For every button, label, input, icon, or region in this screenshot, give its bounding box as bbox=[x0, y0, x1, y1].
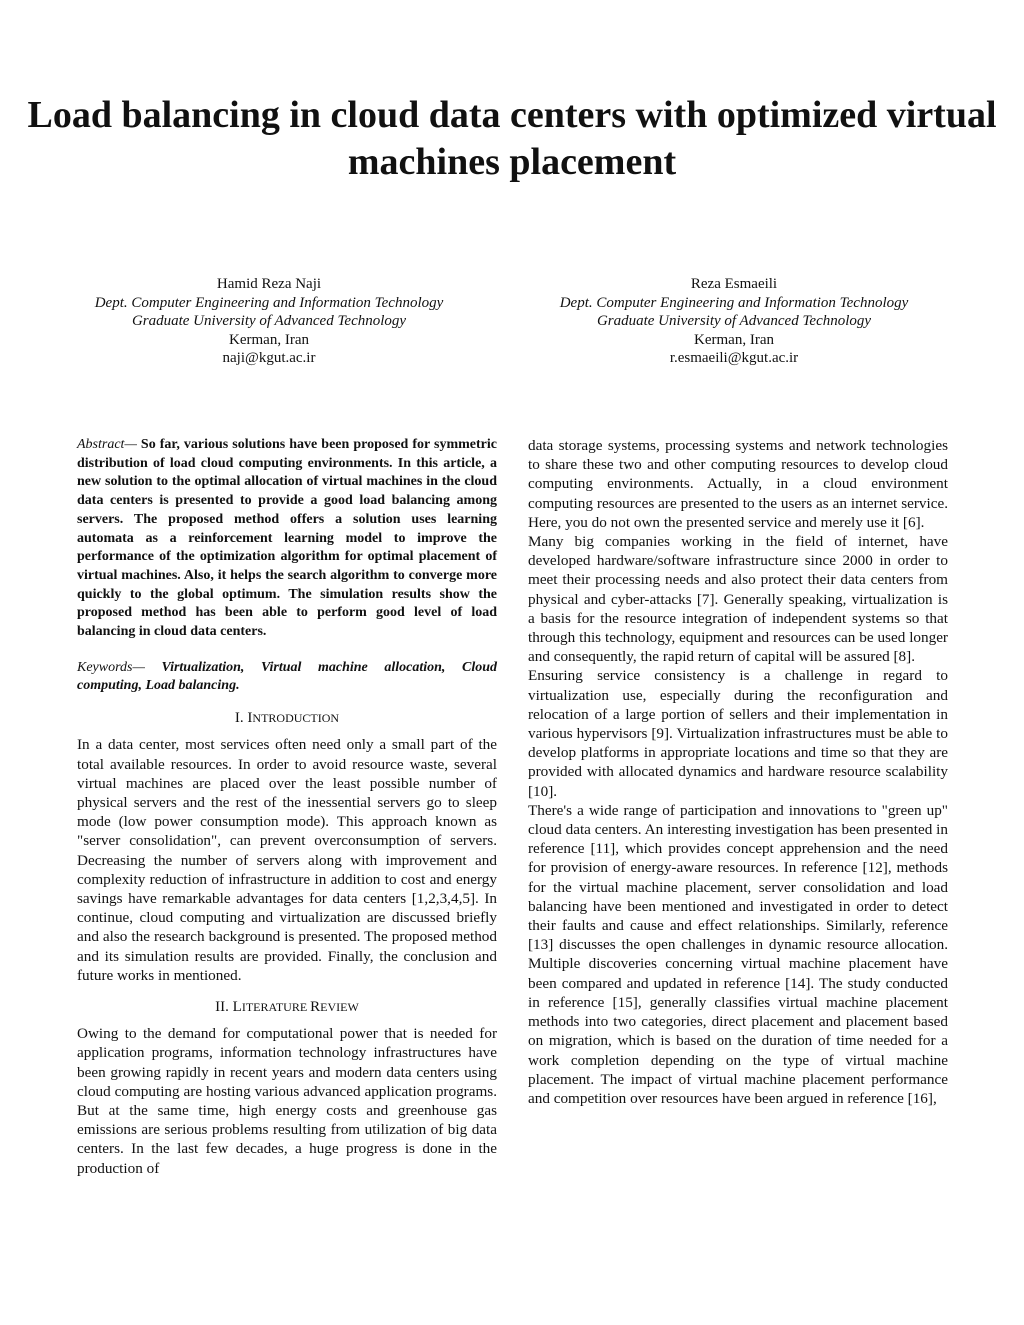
abstract-label: Abstract— bbox=[77, 437, 137, 452]
body-paragraph: There's a wide range of participation and innovations to "green up" cloud data centers. An interesting investigation has been presented in reference [11], which provides concept apprehension and the need for provision of energy-aware resources. In reference [12], methods for the virtual machine placement, server consolidation and load balancing have been mentioned and investigated in order to detect their faults and cause and effect relationships. Similarly, reference [13] discusses the open challenges in dynamic resource allocation. Multiple discoveries concerning virtual machine placement have been compared and updated in reference [14]. The study conducted in reference [15], generally classifies virtual machine placement methods into two categories, direct placement and placement based on migration, which is based on the duration of time needed for a work completion depending on the type of virtual machine placement. The impact of virtual machine placement performance and competition over resources have been argued in reference [16], bbox=[528, 801, 948, 1107]
left-column bbox=[77, 436, 497, 1178]
author-university: Graduate University of Advanced Technology bbox=[131, 313, 407, 329]
author-email: naji@kgut.ac.ir bbox=[222, 350, 316, 366]
section-number: I. bbox=[234, 710, 244, 727]
abstract bbox=[77, 436, 497, 642]
author-university: Graduate University of Advanced Technology bbox=[596, 313, 872, 329]
section-title-initial: I bbox=[247, 710, 253, 727]
section-heading-literature-review bbox=[77, 998, 497, 1017]
section-title-initial: L bbox=[232, 998, 242, 1015]
section-number: II. bbox=[215, 998, 229, 1015]
keywords-label: Keywords— bbox=[77, 659, 145, 675]
keywords-text: Virtualization, Virtual machine allocation, Cloud computing, Load balancing. bbox=[77, 659, 497, 694]
body-paragraph: Ensuring service consistency is a challenge in regard to virtualization use, especially during the reconfiguration and relocation of a large portion of sellers and their implementation in various hypervisors [9]. Virtualization infrastructures must be able to develop platforms in appropriate locations and time so that they are provided with allocated dynamics and hardware resource scalability [10]. bbox=[528, 667, 948, 800]
section-title-rest: ITERATURE bbox=[241, 999, 311, 1014]
author-dept: Dept. Computer Engineering and Information Technology bbox=[94, 294, 444, 311]
body-paragraph: data storage systems, processing systems and network technologies to share these two and other computing resources to develop cloud computing environments. Actually, in a cloud environment computing resources are presented to the users as an internet service. Here, you do not own the presented service and merely use it [6]. bbox=[528, 437, 948, 531]
author-location: Kerman, Iran bbox=[694, 331, 774, 348]
section-title-initial-2: R bbox=[310, 998, 321, 1015]
right-column bbox=[528, 436, 948, 1108]
paper-title: Load balancing in cloud data centers with optimized virtual machines placement bbox=[27, 94, 997, 183]
section-title-rest-2: EVIEW bbox=[320, 999, 359, 1014]
author-name: Hamid Reza Naji bbox=[216, 276, 322, 292]
author-email: r.esmaeili@kgut.ac.ir bbox=[669, 350, 799, 366]
author-block-2 bbox=[519, 275, 949, 368]
section-title-rest: NTRODUCTION bbox=[252, 711, 340, 726]
introduction-paragraph: In a data center, most services often need only a small part of the total available resources. In order to avoid resource waste, several virtual machines are placed over the least possible number of physical servers and the rest of the inessential servers go to sleep mode (low power consumption mode). This approach known as "server consolidation", can prevent overconsumption of servers. Decreasing the number of servers along with improvement and complexity reduction of infrastructure in addition to cost and energy savings have remarkable advantages for data centers [1,2,3,4,5]. In continue, cloud computing and virtualization are discussed briefly and also the research background is presented. The proposed method and its simulation results are provided. Finally, the conclusion and future works in mentioned. bbox=[77, 736, 497, 984]
abstract-text: So far, various solutions have been proposed for symmetric distribution of load cloud computing environments. In this article, a new solution to the optimal allocation of virtual machines in the cloud data centers is presented to provide a good load balancing among servers. The proposed method offers a solution uses learning automata as a reinforcement learning model to improve the performance of the optimization algorithm for optimal placement of virtual machines. Also, it helps the search algorithm to converge more quickly to the global optimum. The simulation results show the proposed method has been able to perform good level of load balancing in cloud data centers. bbox=[77, 437, 497, 640]
section-heading-introduction bbox=[77, 709, 497, 728]
literature-review-paragraph: Owing to the demand for computational power that is needed for application programs, information technology infrastructures have been growing rapidly in recent years and modern data centers using cloud computing are hosting various advanced application programs. But at the same time, high energy costs and greenhouse gas emissions are serious problems resulting from utilization of big data centers. In the last few decades, a huge progress is done in the production of bbox=[77, 1025, 497, 1177]
keywords bbox=[77, 659, 497, 696]
author-block-1 bbox=[54, 275, 484, 368]
author-name: Reza Esmaeili bbox=[690, 276, 778, 292]
author-dept: Dept. Computer Engineering and Information Technology bbox=[559, 294, 909, 311]
author-location: Kerman, Iran bbox=[229, 331, 309, 348]
body-paragraph: Many big companies working in the field of internet, have developed hardware/software infrastructure since 2000 in order to meet their processing needs and also protect their data centers from physical and cyber-attacks [7]. Generally speaking, virtualization is a basis for the resource integration of independent systems so that through this technology, equipment and resources can be used longer and consequently, the rapid return of capital will be assured [8]. bbox=[528, 533, 948, 666]
